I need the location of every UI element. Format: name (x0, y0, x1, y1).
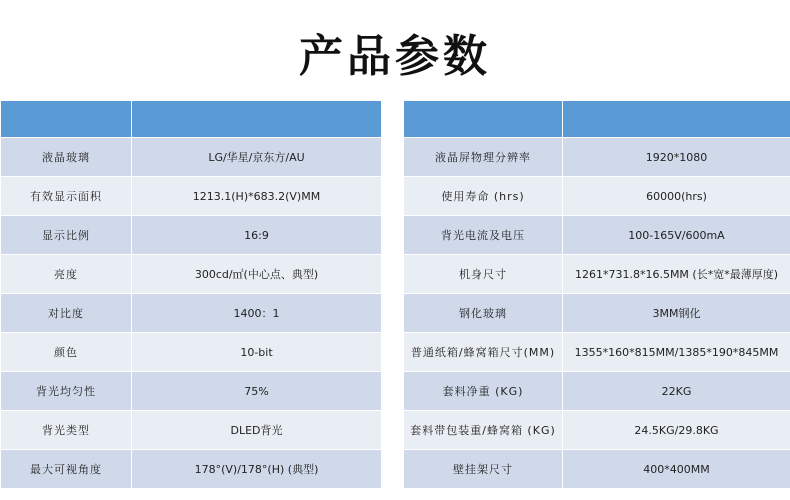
spec-label: 对比度 (1, 294, 132, 333)
table-row (404, 411, 790, 450)
header-cell (1, 101, 132, 138)
spec-label: 使用寿命 (hrs) (404, 177, 563, 216)
spec-value: 1355*160*815MM/1385*190*845MM (563, 333, 790, 372)
table-row (1, 177, 382, 216)
table-row (1, 333, 382, 372)
spec-label: 液晶玻璃 (1, 138, 132, 177)
table-row (1, 216, 382, 255)
spec-value: 400*400MM (563, 450, 790, 489)
spec-label: 颜色 (1, 333, 132, 372)
spec-label: 最大可视角度 (1, 450, 132, 489)
page-title: 产品参数 (299, 31, 491, 82)
spec-value: 100-165V/600mA (563, 216, 790, 255)
table-row (1, 411, 382, 450)
spec-value: 24.5KG/29.8KG (563, 411, 790, 450)
spec-value: 1400：1 (132, 294, 382, 333)
spec-label: 普通纸箱/蜂窝箱尺寸(MM) (404, 333, 563, 372)
spec-table-right (403, 100, 790, 489)
spec-label: 套料净重 (KG) (404, 372, 563, 411)
spec-value: 75% (132, 372, 382, 411)
spec-value: 178°(V)/178°(H) (典型) (132, 450, 382, 489)
spec-label: 背光电流及电压 (404, 216, 563, 255)
spec-label: 背光类型 (1, 411, 132, 450)
table-row (1, 372, 382, 411)
spec-value: 22KG (563, 372, 790, 411)
spec-value: 300cd/㎡(中心点、典型) (132, 255, 382, 294)
spec-value: 1261*731.8*16.5MM (长*宽*最薄厚度) (563, 255, 790, 294)
spec-label: 液晶屏物理分辨率 (404, 138, 563, 177)
table-row (1, 138, 382, 177)
table-row (1, 450, 382, 489)
spec-value: DLED背光 (132, 411, 382, 450)
table-row (1, 294, 382, 333)
spec-label: 壁挂架尺寸 (404, 450, 563, 489)
spec-value: 60000(hrs) (563, 177, 790, 216)
spec-table-left (0, 100, 382, 489)
header-cell (404, 101, 563, 138)
header-cell (563, 101, 790, 138)
spec-value: 1920*1080 (563, 138, 790, 177)
spec-value: 16:9 (132, 216, 382, 255)
table-row (404, 138, 790, 177)
spec-label: 亮度 (1, 255, 132, 294)
spec-label: 显示比例 (1, 216, 132, 255)
table-header-row (1, 101, 382, 138)
table-row (404, 333, 790, 372)
table-row (404, 216, 790, 255)
table-row (404, 450, 790, 489)
spec-value: 10-bit (132, 333, 382, 372)
spec-value: LG/华星/京东方/AU (132, 138, 382, 177)
table-row (404, 294, 790, 333)
table-header-row (404, 101, 790, 138)
table-row (404, 177, 790, 216)
spec-label: 背光均匀性 (1, 372, 132, 411)
spec-label: 有效显示面积 (1, 177, 132, 216)
spec-label: 机身尺寸 (404, 255, 563, 294)
spec-value: 1213.1(H)*683.2(V)MM (132, 177, 382, 216)
spec-label: 钢化玻璃 (404, 294, 563, 333)
table-row (1, 255, 382, 294)
table-row (404, 255, 790, 294)
table-row (404, 372, 790, 411)
spec-value: 3MM钢化 (563, 294, 790, 333)
header-cell (132, 101, 382, 138)
spec-label: 套料带包装重/蜂窝箱 (KG) (404, 411, 563, 450)
